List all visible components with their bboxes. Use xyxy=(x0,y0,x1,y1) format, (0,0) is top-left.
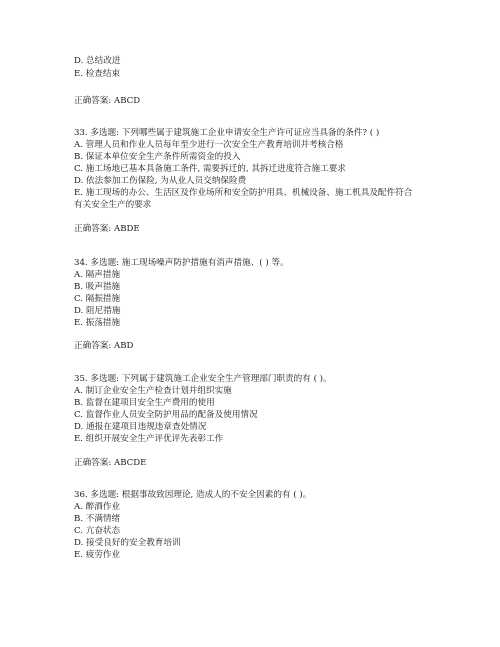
q33-option-c: C. 施工场地已基本具备施工条件, 需要拆迁的, 其拆迁进度符合施工要求 xyxy=(74,164,346,174)
q36-option-e: E. 疲劳作业 xyxy=(74,550,121,560)
q35-option-d: D. 通报在建项目违规违章查处情况 xyxy=(74,422,207,432)
q36-option-a: A. 醉酒作业 xyxy=(74,502,121,512)
option-d-prev: D. 总结改进 xyxy=(74,56,121,66)
q33-option-e-cont: 有关安全生产的要求 xyxy=(74,200,152,210)
q33-option-a: A. 管理人员和作业人员每年至少进行一次安全生产教育培训并考核合格 xyxy=(74,140,344,150)
q34-option-a: A. 隔声措施 xyxy=(74,270,121,280)
q35-stem: 35. 多选题: 下列属于建筑施工企业安全生产管理部门职责的有 ( )。 xyxy=(74,374,332,384)
q36-stem: 36. 多选题: 根据事故致因理论, 造成人的不安全因素的有 ( )。 xyxy=(74,490,312,500)
q35-answer: 正确答案: ABCDE xyxy=(74,458,147,468)
option-e-prev: E. 检查结束 xyxy=(74,69,121,79)
q34-option-b: B. 吸声措施 xyxy=(74,282,121,292)
q34-option-d: D. 阻尼措施 xyxy=(74,306,121,316)
q36-option-c: C. 亢奋状态 xyxy=(74,526,121,536)
q35-option-e: E. 组织开展安全生产评优评先表彰工作 xyxy=(74,434,224,444)
q34-stem: 34. 多选题: 施工现场噪声防护措施有消声措施、( ) 等。 xyxy=(74,258,289,268)
q34-option-c: C. 隔振措施 xyxy=(74,294,121,304)
answer-32: 正确答案: ABCD xyxy=(74,96,141,106)
q34-option-e: E. 振荡措施 xyxy=(74,318,121,328)
q33-option-e: E. 施工现场的办公、生活区及作业场所和安全防护用具、机械设备、施工机具及配件符合 xyxy=(74,188,413,198)
q36-option-b: B. 不满情绪 xyxy=(74,514,121,524)
q35-option-a: A. 制订企业安全生产检查计划并组织实施 xyxy=(74,386,232,396)
q33-option-d: D. 依法参加工伤保险, 为从业人员交纳保险费 xyxy=(74,176,247,186)
q35-option-b: B. 监督在建项目安全生产费用的使用 xyxy=(74,398,215,408)
q34-answer: 正确答案: ABD xyxy=(74,341,134,351)
q33-option-b: B. 保证本单位安全生产条件所需资金的投入 xyxy=(74,152,241,162)
q33-stem: 33. 多选题: 下列哪些属于建筑施工企业申请安全生产许可证应当具备的条件? ( ) xyxy=(74,128,380,138)
q33-answer: 正确答案: ABDE xyxy=(74,224,140,234)
q36-option-d: D. 接受良好的安全教育培训 xyxy=(74,538,181,548)
q35-option-c: C. 监督作业人员安全防护用品的配备及使用情况 xyxy=(74,410,258,420)
